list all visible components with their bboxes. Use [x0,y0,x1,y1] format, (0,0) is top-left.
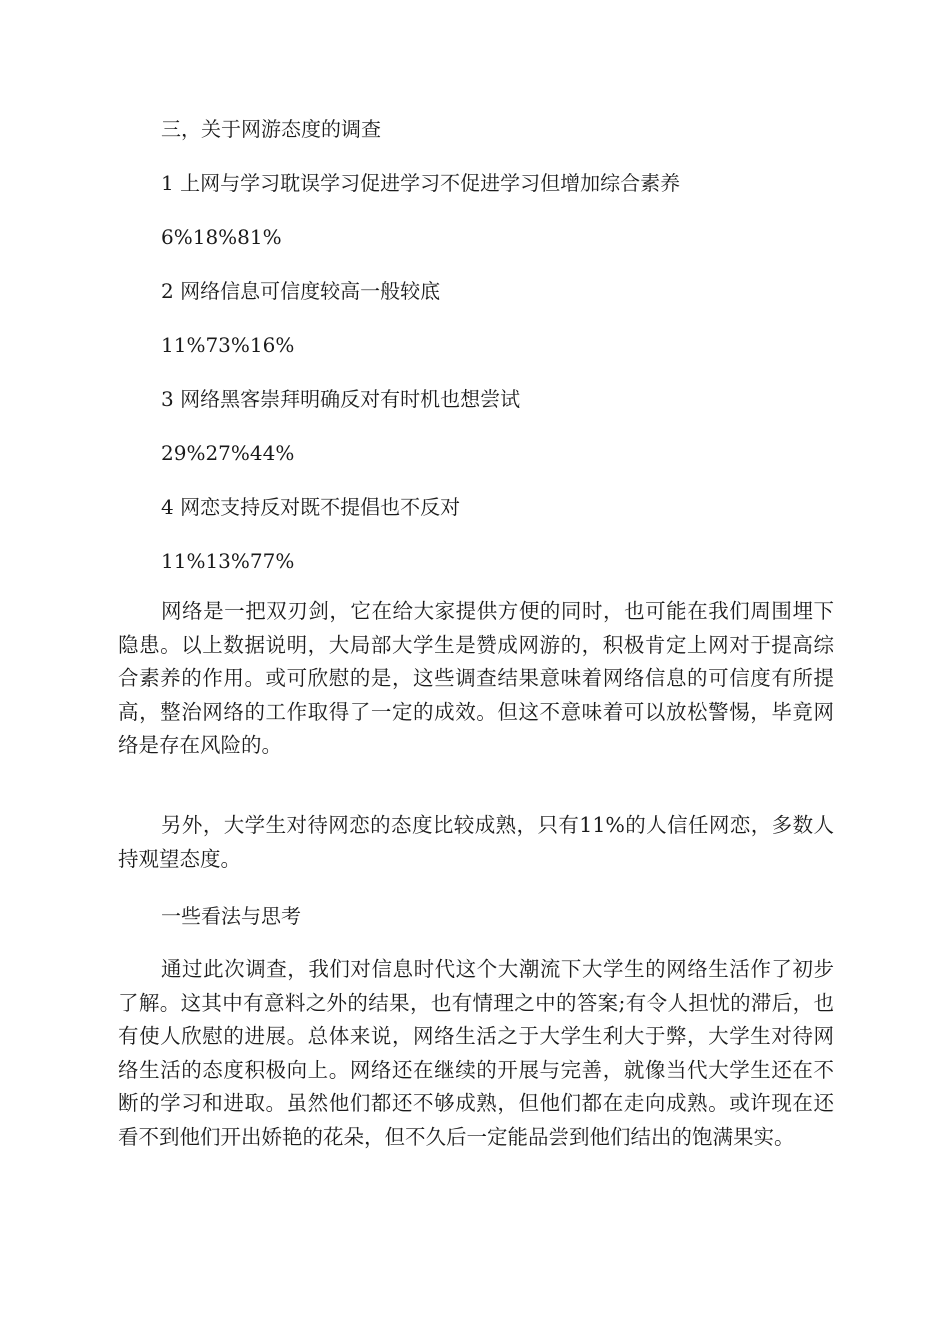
survey-result-1: 6%18%81% [161,225,282,249]
section-heading: 三，关于网游态度的调查 [161,117,381,141]
body-paragraph-2: 另外，大学生对待网恋的态度比较成熟，只有11%的人信任网恋，多数人持观望态度。 [118,813,834,871]
body-paragraph-3: 通过此次调查，我们对信息时代这个大潮流下大学生的网络生活作了初步了解。这其中有意料之外的结果，也有情理之中的答案;有令人担忧的滞后，也有使人欣慰的进展。总体来说，网络生活之于大学生利大于弊，大学生对待网络生活的态度积极向上。网络还在继续的开展与完善，就像当代大学生还在不断的学习和进取。虽然他们都还不够成熟，但他们都在走向成熟。或许现在还看不到他们开出娇艳的花朵，但不久后一定能品尝到他们结出的饱满果实。 [118,957,834,1149]
body-paragraph-1: 网络是一把双刃剑，它在给大家提供方便的同时，也可能在我们周围埋下隐患。以上数据说明，大局部大学生是赞成网游的，积极肯定上网对于提高综合素养的作用。或可欣慰的是，这些调查结果意味着网络信息的可信度有所提高，整治网络的工作取得了一定的成效。但这不意味着可以放松警惕，毕竟网络是存在风险的。 [118,599,834,758]
survey-result-3: 29%27%44% [161,441,295,465]
survey-question-3: 3 网络黑客崇拜明确反对有时机也想尝试 [161,387,521,411]
survey-result-4: 11%13%77% [161,549,295,573]
survey-result-2: 11%73%16% [161,333,295,357]
survey-question-2: 2 网络信息可信度较高一般较底 [161,279,441,303]
survey-question-4: 4 网恋支持反对既不提倡也不反对 [161,495,461,519]
subheading: 一些看法与思考 [161,904,301,928]
survey-question-1: 1 上网与学习耽误学习促进学习不促进学习但增加综合素养 [161,171,681,195]
